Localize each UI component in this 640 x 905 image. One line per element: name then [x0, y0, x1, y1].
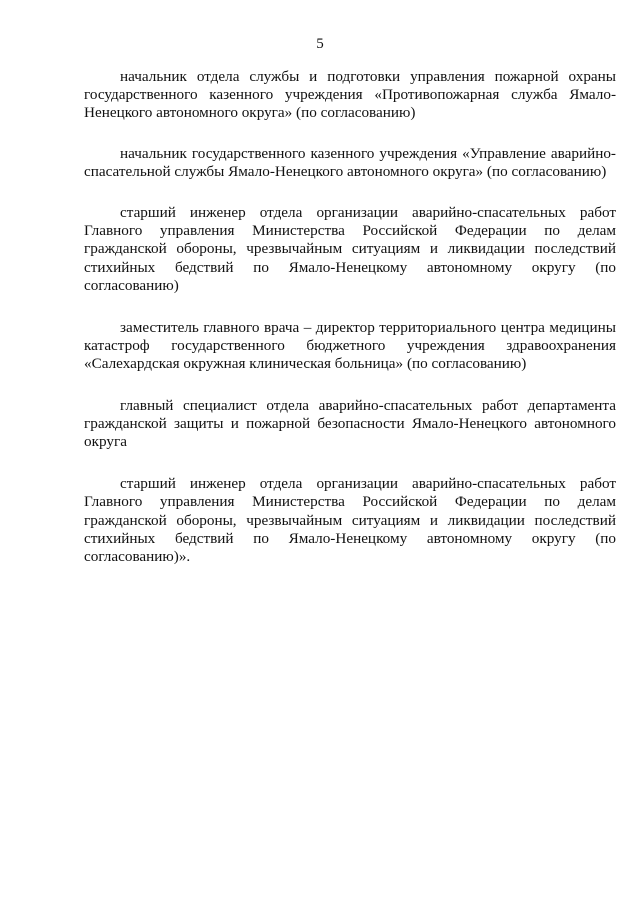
member-entry-2: начальник государственного казенного учреждения «Управление аварийно-спасательной службы Ямало-Ненецкого автономного округа» (по согласованию): [84, 144, 616, 180]
member-entry-5: главный специалист отдела аварийно-спасательных работ департамента гражданской защиты и пожарной безопасности Ямало-Ненецкого автономного округа: [84, 396, 616, 451]
member-list: [84, 68, 616, 588]
page-number: 5: [316, 36, 324, 52]
member-entry-6: старший инженер отдела организации аварийно-спасательных работ Главного управления Министерства Российской Федерации по делам гражданской обороны, чрезвычайным ситуациям и ликвидации последствий стихийных бедствий по Ямало-Ненецкому автономному округу (по согласованию)».: [84, 475, 616, 566]
member-entry-3: старший инженер отдела организации аварийно-спасательных работ Главного управления Министерства Российской Федерации по делам гражданской обороны, чрезвычайным ситуациям и ликвидации последствий стихийных бедствий по Ямало-Ненецкому автономному округу (по согласованию): [84, 204, 616, 294]
member-entry-1: начальник отдела службы и подготовки управления пожарной охраны государственного казенного учреждения «Противопожарная служба Ямало-Ненецкого автономного округа» (по согласованию): [84, 68, 616, 122]
member-entry-4: заместитель главного врача – директор территориального центра медицины катастроф государственного бюджетного учреждения здравоохранения «Салехардская окружная клиническая больница» (по согласованию): [84, 319, 616, 373]
